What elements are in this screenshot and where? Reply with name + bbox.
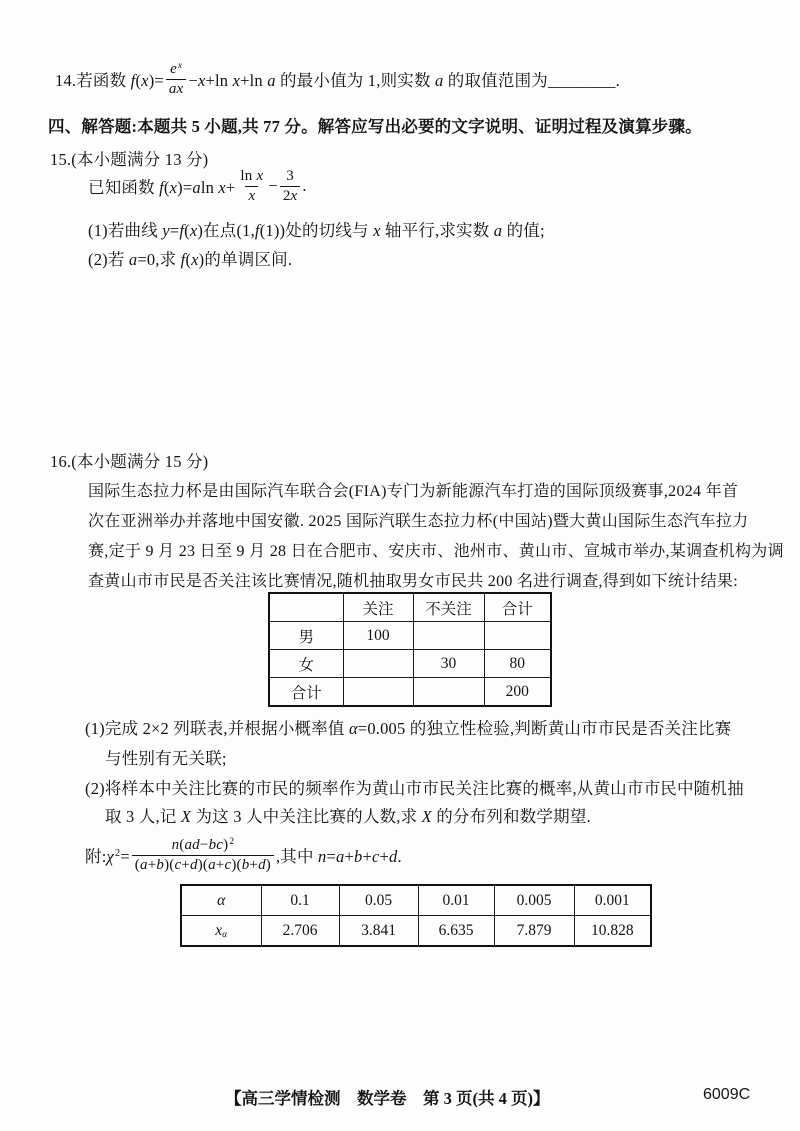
section-4-heading: 四、解答题:本题共 5 小题,共 77 分。解答应写出必要的文字说明、证明过程及演算步骤。 — [48, 117, 702, 136]
table-cell: 200 — [484, 678, 551, 707]
table-cell — [484, 622, 551, 650]
q15-part-2: (2)若 a=0,求 f(x)的单调区间. — [88, 250, 293, 269]
contingency-row-male — [269, 622, 551, 650]
critical-value-table-wrap — [180, 884, 652, 947]
critical-value-row — [181, 916, 651, 947]
q16-paragraph-line-1: 国际生态拉力杯是由国际汽车联合会(FIA)专门为新能源汽车打造的国际顶级赛事,2024 年首 — [88, 483, 739, 500]
q15-fraction-1 — [237, 167, 266, 206]
q16-part-1-line-1: (1)完成 2×2 列联表,并根据小概率值 α=0.005 的独立性检验,判断黄山市市民是否关注比赛 — [85, 719, 732, 738]
table-cell: 0.001 — [574, 885, 651, 916]
contingency-row-female — [269, 650, 551, 678]
table-cell: 7.879 — [494, 916, 574, 947]
q14-lead-text: 14.若函数 f(x)= — [55, 71, 164, 90]
contingency-table-wrap — [268, 592, 552, 707]
chi-square-formula-line — [85, 831, 402, 879]
table-cell — [413, 678, 484, 707]
table-cell: 合计 — [269, 678, 343, 707]
paper-code: 6009C — [703, 1086, 751, 1103]
table-cell — [343, 678, 413, 707]
table-cell: α — [181, 885, 261, 916]
critical-value-table — [180, 884, 652, 947]
q15-fraction-1-numerator: ln x — [240, 167, 264, 184]
page-footer: 【高三学情检测 数学卷 第 3 页(共 4 页)】 — [225, 1089, 550, 1108]
q15-fraction-2-denominator: 2x — [280, 186, 301, 206]
table-cell — [343, 650, 413, 678]
q16-part-2-line-1: (2)将样本中关注比赛的市民的频率作为黄山市市民关注比赛的概率,从黄山市市民中随机抽 — [85, 779, 744, 798]
q16-paragraph-line-3: 赛,定于 9 月 23 日至 9 月 28 日在合肥市、安庆市、池州市、黄山市、宣城市举办,某调查机构为调 — [88, 543, 784, 560]
table-cell: 0.05 — [339, 885, 418, 916]
alpha-row — [181, 885, 651, 916]
chi-fraction-numerator: $n(ad-bc)^2$ — [171, 836, 235, 853]
q15-formula-lead: 已知函数 f(x)=aln x+ — [88, 178, 236, 197]
contingency-row-total — [269, 678, 551, 707]
table-cell — [413, 622, 484, 650]
chi-fraction-denominator: (a+b)(c+d)(a+c)(b+d) — [132, 855, 274, 875]
table-cell: 100 — [343, 622, 413, 650]
contingency-header-row — [269, 593, 551, 622]
table-cell: 不关注 — [413, 593, 484, 622]
q15-fraction-1-denominator: x — [245, 186, 258, 206]
q15-part-1: (1)若曲线 y=f(x)在点(1,f(1))处的切线与 x 轴平行,求实数 a 的值; — [88, 221, 545, 240]
table-cell: xα — [181, 916, 261, 947]
question-16-title: 16.(本小题满分 15 分) — [50, 452, 209, 471]
question-14-line — [55, 56, 620, 102]
q14-fraction-denominator: ax — [166, 79, 187, 99]
q15-formula-line — [88, 162, 307, 210]
table-cell: 80 — [484, 650, 551, 678]
table-cell: 关注 — [343, 593, 413, 622]
q15-formula-period: . — [302, 176, 307, 195]
chi-formula-lead: 附$:\chi^2=$ — [85, 847, 130, 866]
table-cell: 0.1 — [261, 885, 339, 916]
q15-formula-minus: − — [268, 176, 278, 195]
q14-fraction — [166, 60, 187, 99]
question-15-title: 15.(本小题满分 13 分) — [50, 150, 209, 169]
q15-fraction-2-numerator: 3 — [286, 167, 294, 184]
q16-part-1-line-2: 与性别有无关联; — [105, 749, 227, 768]
table-cell: 0.01 — [418, 885, 494, 916]
q16-part-2-line-2: 取 3 人,记 X 为这 3 人中关注比赛的人数,求 X 的分布列和数学期望. — [105, 807, 591, 826]
table-cell: 3.841 — [339, 916, 418, 947]
chi-square-fraction — [132, 836, 274, 875]
contingency-table — [268, 592, 552, 707]
chi-formula-tail: ,其中 n=a+b+c+d. — [275, 847, 402, 866]
q15-fraction-2 — [280, 167, 301, 206]
table-cell: 男 — [269, 622, 343, 650]
table-cell: 0.005 — [494, 885, 574, 916]
q16-paragraph-line-4: 查黄山市市民是否关注该比赛情况,随机抽取男女市民共 200 名进行调查,得到如下统计结果: — [88, 573, 738, 590]
q14-fraction-numerator: $e^x$ — [170, 60, 183, 77]
table-cell: 合计 — [484, 593, 551, 622]
table-cell: 30 — [413, 650, 484, 678]
q16-paragraph-line-2: 次在亚洲举办并落地中国安徽. 2025 国际汽联生态拉力杯(中国站)暨大黄山国际生态汽车拉力 — [88, 513, 749, 530]
table-cell: 10.828 — [574, 916, 651, 947]
table-cell: 6.635 — [418, 916, 494, 947]
table-cell — [269, 593, 343, 622]
q14-tail-text: −x+ln x+ln a 的最小值为 1,则实数 a 的取值范围为________. — [188, 71, 620, 90]
table-cell: 女 — [269, 650, 343, 678]
table-cell: 2.706 — [261, 916, 339, 947]
